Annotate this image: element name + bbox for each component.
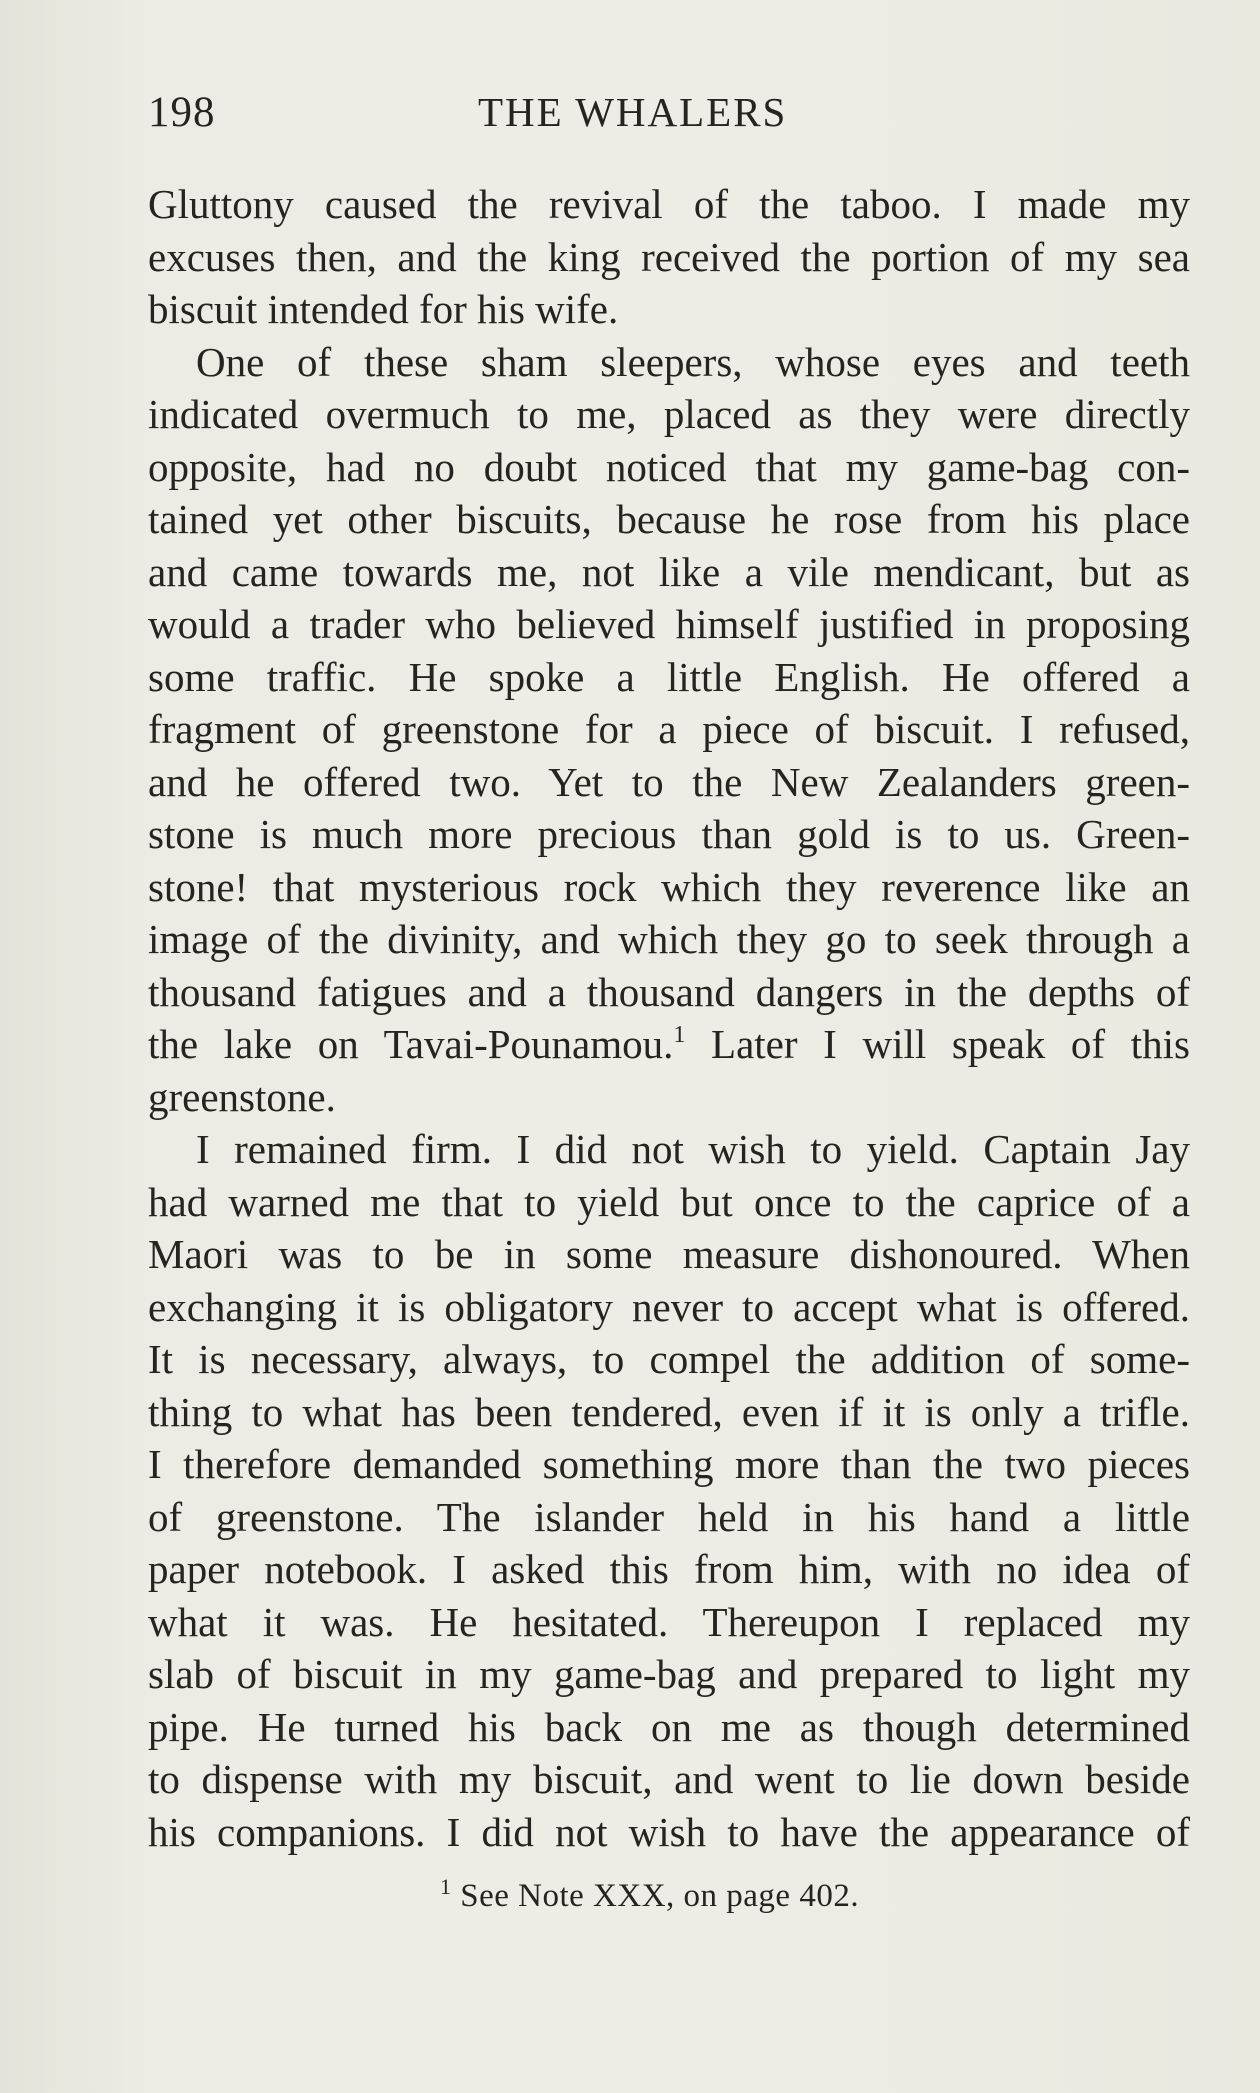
page-number: 198 (148, 89, 216, 136)
text-line: Maori was to be in some measure dishonoured. When (148, 1231, 1190, 1277)
footnote-text: See Note XXX, on page 402. (451, 1878, 860, 1914)
text-line: biscuit intended for his wife. (148, 286, 619, 332)
text-segment: Later I will speak of this (685, 1021, 1190, 1067)
footnote-marker: 1 (440, 1874, 452, 1899)
text-line: Gluttony caused the revival of the taboo. I made my (148, 181, 1190, 227)
text-line: slab of biscuit in my game-bag and prepared to light my (148, 1651, 1190, 1697)
text-line: and he offered two. Yet to the New Zealanders green- (148, 758, 1190, 805)
text-line: opposite, had no doubt noticed that my game-bag con- (148, 443, 1190, 490)
text-line: paper notebook. I asked this from him, with no idea of (148, 1546, 1190, 1592)
text-line: excuses then, and the king received the portion of my sea (148, 233, 1190, 280)
text-line: It is necessary, always, to compel the addition of some- (148, 1336, 1190, 1382)
running-head (148, 88, 1190, 148)
text-line: had warned me that to yield but once to the caprice of a (148, 1178, 1190, 1225)
text-line: would a trader who believed himself justified in proposing (148, 601, 1190, 647)
text-line: to dispense with my biscuit, and went to lie down beside (148, 1756, 1190, 1802)
text-line: indicated overmuch to me, placed as they were directly (148, 391, 1190, 437)
footnote-reference: 1 (673, 1022, 686, 1048)
text-line: fragment of greenstone for a piece of biscuit. I refused, (148, 706, 1190, 752)
text-line: greenstone. (148, 1073, 336, 1120)
body-text (148, 178, 1190, 1858)
text-line: thousand fatigues and a thousand dangers in the depths of (148, 968, 1190, 1015)
text-line: image of the divinity, and which they go to seek through a (148, 916, 1190, 962)
text-line: what it was. He hesitated. Thereupon I replaced my (148, 1598, 1190, 1645)
footnote (440, 1874, 860, 1915)
text-line: exchanging it is obligatory never to accept what is offered. (148, 1283, 1190, 1330)
text-line: of greenstone. The islander held in his hand a little (148, 1493, 1190, 1540)
paragraph-start-line: I remained firm. I did not wish to yield. Captain Jay (196, 1126, 1190, 1172)
text-segment: the lake on Tavai-Pounamou. (148, 1021, 674, 1067)
text-line-with-footnote (148, 1018, 1190, 1071)
text-line: I therefore demanded something more than the two pieces (148, 1441, 1190, 1487)
text-line: thing to what has been tendered, even if it is only a trifle. (148, 1388, 1190, 1435)
text-line: and came towards me, not like a vile mendicant, but as (148, 548, 1190, 595)
text-line: tained yet other biscuits, because he rose from his place (148, 496, 1190, 542)
text-line: stone is much more precious than gold is to us. Green- (148, 811, 1190, 857)
paragraph-start-line: One of these sham sleepers, whose eyes and teeth (196, 338, 1190, 385)
running-title: THE WHALERS (478, 89, 788, 135)
text-line: his companions. I did not wish to have the appearance of (148, 1808, 1190, 1855)
text-line: stone! that mysterious rock which they reverence like an (148, 863, 1190, 910)
text-line: pipe. He turned his back on me as though determined (148, 1703, 1190, 1750)
text-line: some traffic. He spoke a little English. He offered a (148, 653, 1190, 700)
